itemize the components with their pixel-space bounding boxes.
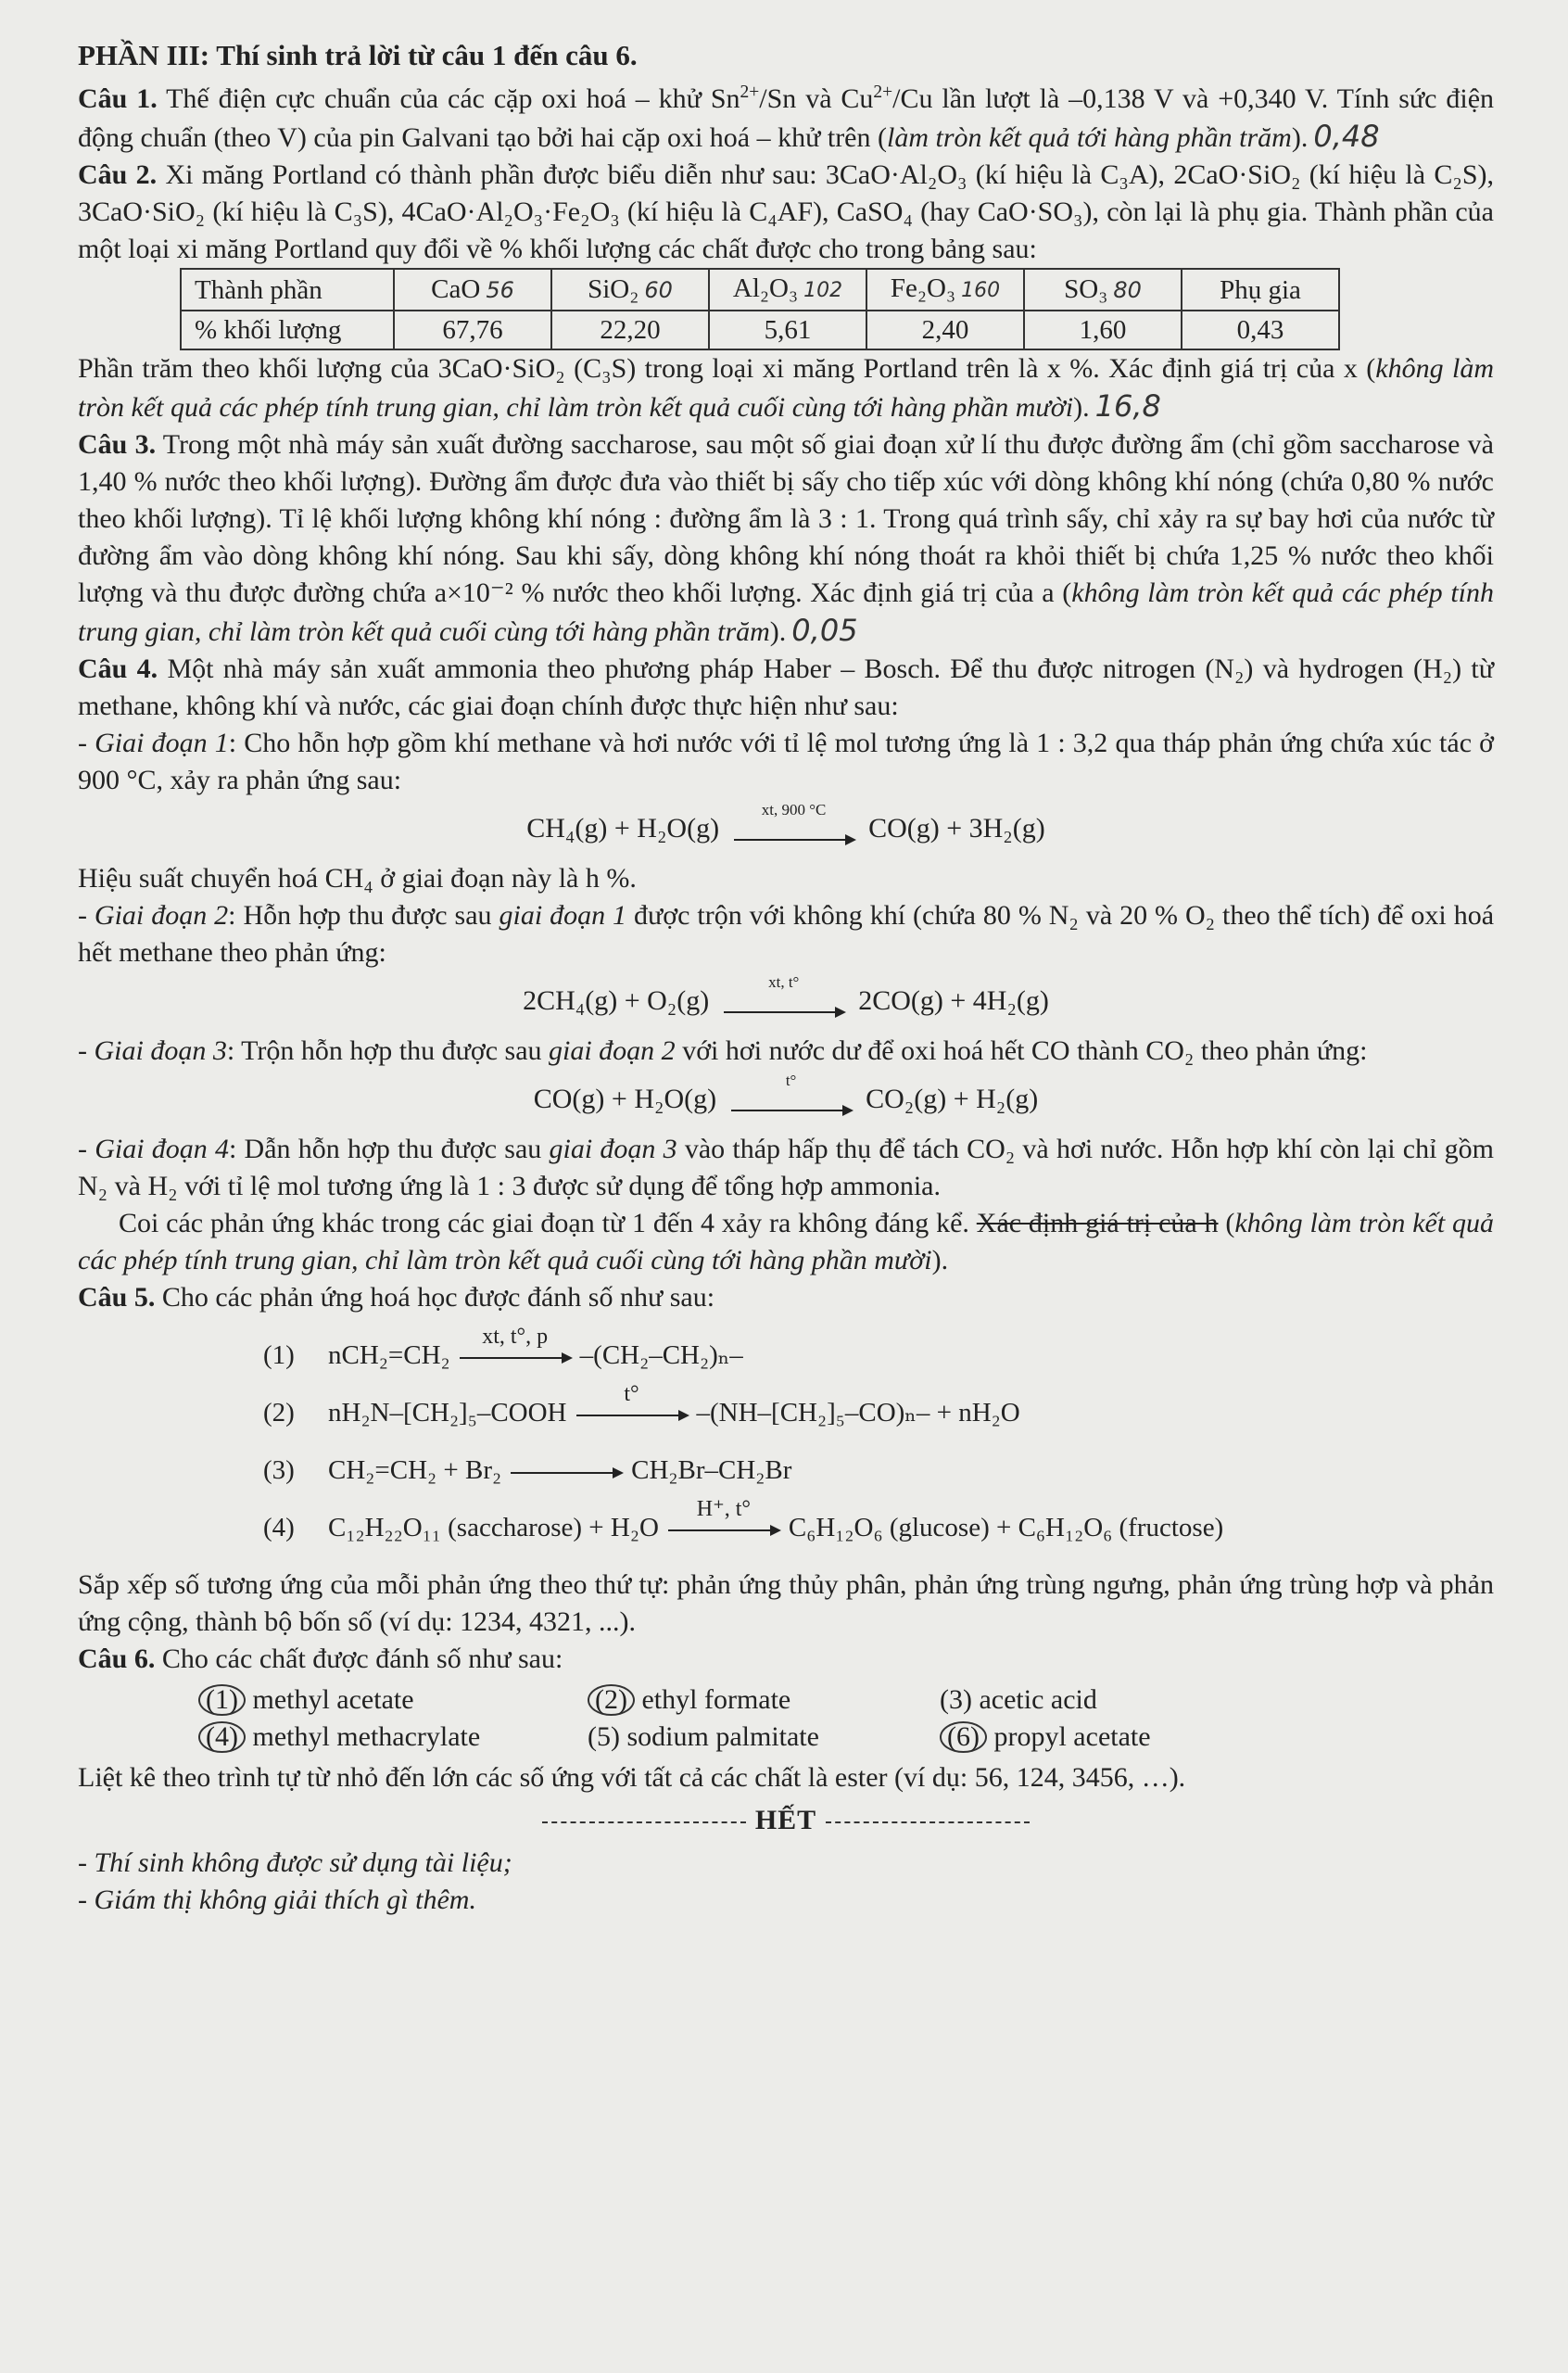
reaction-4: (4) C₁₂H₂₂O₁₁ (saccharose) + H₂O H⁺, t° C₆H₁₂O₆ (glucose) + C₆H₁₂O₆ (fructose) [263, 1496, 1224, 1543]
list-item: (2) ethyl formate [588, 1681, 940, 1719]
list-item: (5) sodium palmitate [588, 1721, 819, 1753]
handwritten-answer-1: 0,48 [1313, 119, 1380, 154]
substance-list [198, 1681, 1494, 1756]
handwritten-answer-3: 0,05 [791, 613, 858, 648]
composition-table [180, 268, 1340, 350]
question-5-prompt: Sắp xếp số tương ứng của mỗi phản ứng theo thứ tự: phản ứng thủy phân, phản ứng trùng ngưng, phản ứng trùng hợp và phản ứng cộng, thành bộ bốn số (ví dụ: 1234, 4321, ...). [78, 1569, 1494, 1638]
table-cell: 22,20 [551, 311, 709, 349]
question-5: Câu 5. Cho các phản ứng hoá học được đánh số như sau: [78, 1282, 715, 1313]
question-4: Câu 4. Một nhà máy sản xuất ammonia theo phương pháp Haber – Bosch. Để thu được nitrogen (N₂) và hydrogen (H₂) từ methane, không khí và nước, các giai đoạn chính được thực hiện như sau: [78, 654, 1494, 721]
footer-note: - Thí sinh không được sử dụng tài liệu; [78, 1847, 512, 1879]
table-header-cell: Al₂O₃ 102 [709, 269, 866, 311]
section-title: PHẦN III: Thí sinh trả lời từ câu 1 đến câu 6. [78, 39, 638, 71]
reaction-3: (3) CH₂=CH₂ + Br₂ CH₂Br–CH₂Br [263, 1455, 792, 1486]
question-6: Câu 6. Cho các chất được đánh số như sau: [78, 1643, 563, 1675]
question-6-prompt: Liệt kê theo trình tự từ nhỏ đến lớn các số ứng với tất cả các chất là ester (ví dụ: 56, 124, 3456, …). [78, 1762, 1186, 1794]
reaction-1: (1) nCH₂=CH₂ xt, t°, p –(CH₂–CH₂)ₙ– [263, 1324, 743, 1371]
stage-4: - Giai đoạn 4: Dẫn hỗn hợp thu được sau giai đoạn 3 vào tháp hấp thụ để tách CO₂ và hơi nước. Hỗn hợp khí còn lại chỉ gồm N₂ và H₂ với tỉ lệ mol tương ứng là 1 : 3 được sử dụng để tổng hợp ammonia. [78, 1134, 1495, 1202]
question-6-label: Câu 6. [78, 1643, 156, 1675]
question-2: Câu 2. Xi măng Portland có thành phần được biểu diễn như sau: 3CaO·Al₂O₃ (kí hiệu là C₃A), 2CaO·SiO₂ (kí hiệu là C₂S), 3CaO·SiO₂ (kí hiệu là C₃S), 4CaO·Al₂O₃·Fe₂O₃ (kí hiệu là C₄AF), CaSO₄ (hay CaO·SO₃), còn lại là phụ gia. Thành phần của một loại xi măng Portland quy đổi về % khối lượng các chất được cho trong bảng sau: [78, 159, 1494, 264]
table-cell: 67,76 [394, 311, 551, 349]
table-header-cell: Phụ gia [1182, 269, 1339, 311]
list-item: (1) methyl acetate [198, 1681, 588, 1719]
equation-2: 2CH₄(g) + O₂(g) xt, t° 2CO(g) + 4H₂(g) [523, 973, 1049, 1017]
question-2-label: Câu 2. [78, 159, 158, 190]
question-4-label: Câu 4. [78, 654, 158, 684]
struck-text: Xác định giá trị của h [976, 1208, 1219, 1239]
table-header-cell: SO₃ 80 [1024, 269, 1182, 311]
stage-2: - Giai đoạn 2: Hỗn hợp thu được sau giai đoạn 1 được trộn với không khí (chứa 80 % N₂ và 20 % O₂ theo thể tích) để oxi hoá hết methane theo phản ứng: [78, 900, 1495, 969]
question-1-label: Câu 1. [78, 83, 158, 114]
table-header-cell: SiO₂ 60 [551, 269, 709, 311]
table-header-cell: Thành phần [181, 269, 394, 311]
question-3: Câu 3. Trong một nhà máy sản xuất đường saccharose, sau một số giai đoạn xử lí thu được đường ẩm (chỉ gồm saccharose và 1,40 % nước theo khối lượng). Đường ẩm được đưa vào thiết bị sấy cho tiếp xúc với dòng không khí nóng (chứa 0,80 % nước theo khối lượng). Tỉ lệ khối lượng không khí nóng : đường ẩm là 3 : 1. Trong quá trình sấy, chỉ xảy ra sự bay hơi của nước từ đường ẩm vào dòng không khí nóng. Sau khi sấy, dòng không khí nóng thoát ra khỏi thiết bị chứa 1,25 % nước theo khối lượng và thu được đường chứa a×10⁻² % nước theo khối lượng. Xác định giá trị của a (không làm tròn kết quả các phép tính trung gian, chỉ làm tròn kết quả cuối cùng tới hàng phần trăm). 0,05 [78, 429, 1494, 648]
stage-1: - Giai đoạn 1: Cho hỗn hợp gồm khí methane và hơi nước với tỉ lệ mol tương ứng là 1 : 3,2 qua tháp phản ứng chứa xúc tác ở 900 °C, xảy ra phản ứng sau: [78, 728, 1495, 795]
question-3-label: Câu 3. [78, 429, 157, 460]
list-item: (3) acetic acid [940, 1684, 1097, 1716]
table-row [181, 311, 1339, 349]
list-item: (4) methyl methacrylate [198, 1719, 588, 1756]
handwritten-answer-2: 16,8 [1094, 388, 1161, 424]
question-4-prompt: Coi các phản ứng khác trong các giai đoạn từ 1 đến 4 xảy ra không đáng kể. Xác định giá trị của h (không làm tròn kết quả các phép tính trung gian, chỉ làm tròn kết quả cuối cùng tới hàng phần mười). [78, 1208, 1494, 1276]
table-header-cell: Fe₂O₃ 160 [866, 269, 1024, 311]
table-cell: 1,60 [1024, 311, 1182, 349]
question-1: Câu 1. Thế điện cực chuẩn của các cặp oxi hoá – khử $Sn^{2+}/Sn$ và $Cu^{2+}/Cu$ lần lượt là –0,138 V và +0,340 V. Tính sức điện động chuẩn (theo V) của pin Galvani tạo bởi hai cặp oxi hoá – khử trên (làm tròn kết quả tới hàng phần trăm). 0,48 [78, 82, 1495, 154]
stage-1-yield: Hiệu suất chuyển hoá CH₄ ở giai đoạn này là h %. [78, 863, 637, 895]
table-header-row [181, 269, 1339, 311]
stage-3: - Giai đoạn 3: Trộn hỗn hợp thu được sau giai đoạn 2 với hơi nước dư để oxi hoá hết CO thành CO₂ theo phản ứng: [78, 1035, 1368, 1067]
table-header-cell: CaO 56 [394, 269, 551, 311]
equation-3: CO(g) + H₂O(g) t° CO₂(g) + H₂(g) [533, 1072, 1039, 1115]
end-marker: HẾT [78, 1802, 1494, 1839]
table-cell: 0,43 [1182, 311, 1339, 349]
question-2-prompt: Phần trăm theo khối lượng của 3CaO·SiO₂ (C₃S) trong loại xi măng Portland trên là x %. Xác định giá trị của x (không làm tròn kết quả các phép tính trung gian, chỉ làm tròn kết quả cuối cùng tới hàng phần mười). 16,8 [78, 353, 1495, 424]
question-5-label: Câu 5. [78, 1282, 156, 1313]
list-item: (6) propyl acetate [940, 1719, 1151, 1756]
reaction-2: (2) nH₂N–[CH₂]₅–COOH t° –(NH–[CH₂]₅–CO)ₙ– + nH₂O [263, 1381, 1020, 1428]
table-cell: 2,40 [866, 311, 1024, 349]
equation-1: CH₄(g) + H₂O(g) xt, 900 °C CO(g) + 3H₂(g) [526, 801, 1045, 844]
table-row-label: % khối lượng [181, 311, 394, 349]
table-cell: 5,61 [709, 311, 866, 349]
footer-note: - Giám thị không giải thích gì thêm. [78, 1884, 476, 1916]
